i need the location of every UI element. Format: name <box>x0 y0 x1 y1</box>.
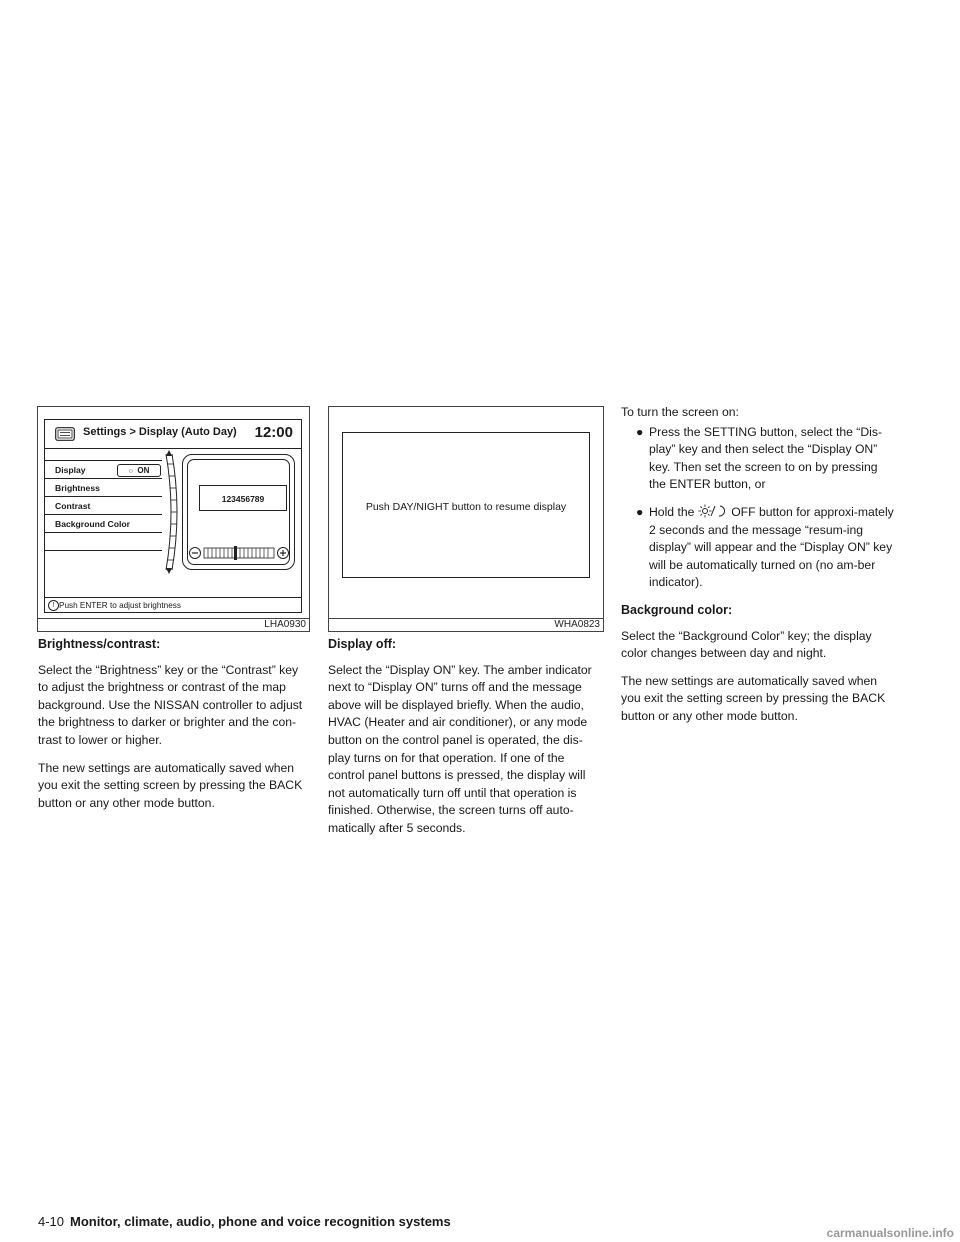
day-night-icon <box>698 504 728 518</box>
bullet-item: ● Hold the OFF button for approxi-mately 2 seconds and the message “resum-ing display” will appear and the “Display ON” key will be automatically turned on (no am-ber indicator). <box>636 504 894 590</box>
bullet-text: Hold the <box>649 504 695 519</box>
screen-title-bar <box>45 420 301 449</box>
info-icon: ! <box>48 600 59 611</box>
preview-value-box <box>199 485 287 511</box>
adjust-slider[interactable] <box>188 545 290 561</box>
page-footer <box>38 1214 451 1229</box>
heading-display-off: Display off: <box>328 637 397 651</box>
bullet-text: Press the SETTING button, select the “Dis-play” key and then select the “Display ON” key. Then set the screen to on by pressing the ENTER button, or <box>649 424 882 492</box>
pill-label: ON <box>137 466 150 475</box>
bullet-item: ● Press the SETTING button, select the “Dis-play” key and then select the “Display ON” key. Then set the screen to on by pressing the ENTER button, or <box>636 424 882 492</box>
menu-item-display[interactable] <box>45 461 162 479</box>
menu-label: Contrast <box>55 501 91 511</box>
footer-hint: Push ENTER to adjust brightness <box>59 601 181 610</box>
menu-item-brightness[interactable] <box>45 479 162 497</box>
display-off-screen <box>342 432 590 578</box>
paragraph: Select the “Background Color” key; the display color changes between day and night. <box>621 628 872 661</box>
menu-label: Background Color <box>55 519 130 529</box>
bullet-text: OFF button for approxi-mately 2 seconds and the message “resum-ing display” will appear and the “Display ON” key will be automatically turned on (no am-ber indicator). <box>649 504 894 590</box>
paragraph: Select the “Brightness” key or the “Contrast” key to adjust the brightness or contrast of the map background. Use the NISSAN controller to adjust the brightness to darker or brighter and the con-trast to lower or higher. <box>38 662 303 747</box>
paragraph: The new settings are automatically saved when you exit the setting screen by pressing the BACK button or any other mode button. <box>621 673 886 723</box>
screen-title: Settings > Display (Auto Day) <box>83 426 237 438</box>
resume-display-message: Push DAY/NIGHT button to resume display <box>365 501 567 513</box>
menu-item-contrast[interactable] <box>45 497 162 515</box>
figure-display-off <box>328 406 604 632</box>
watermark: carmanualsonline.info <box>826 1226 954 1240</box>
paragraph: Select the “Display ON” key. The amber indicator next to “Display ON” turns off and the message above will be displayed briefly. When the audio, HVAC (Heater and air conditioner), or any mode button on the control panel is operated, the dis-play turns on for that operation. If one of the control panel buttons is pressed, the display will not automatically turn off until that operation is finished. Otherwise, the screen turns off auto-matically after 5 seconds. <box>328 662 592 835</box>
paragraph: The new settings are automatically saved when you exit the setting screen by pressing the BACK button or any other mode button. <box>38 760 303 810</box>
menu-item-empty <box>45 551 162 569</box>
display-on-pill[interactable]: ○ ON <box>117 464 161 477</box>
figure-label: LHA0930 <box>264 619 306 630</box>
column-3 <box>621 404 897 736</box>
figure-settings-screen <box>37 406 310 632</box>
screen-footer <box>45 597 301 612</box>
column-1 <box>38 636 310 822</box>
menu-item-empty <box>45 533 162 551</box>
settings-screen <box>44 419 302 613</box>
menu-item-background-color[interactable] <box>45 515 162 533</box>
settings-icon <box>55 427 75 441</box>
heading-background-color: Background color: <box>621 602 733 617</box>
paragraph: To turn the screen on: <box>621 405 739 419</box>
menu-label: Brightness <box>55 483 100 493</box>
clock: 12:00 <box>254 424 293 441</box>
preview-value: 123456789 <box>221 494 265 504</box>
preview-panel <box>182 454 295 570</box>
section-title: Monitor, climate, audio, phone and voice recognition systems <box>70 1214 451 1229</box>
page-number: 4-10 <box>38 1214 65 1229</box>
figure-label: WHA0823 <box>554 619 600 630</box>
heading-brightness-contrast: Brightness/contrast: <box>38 637 161 651</box>
menu-label: Display <box>55 465 86 475</box>
column-2 <box>328 636 604 848</box>
